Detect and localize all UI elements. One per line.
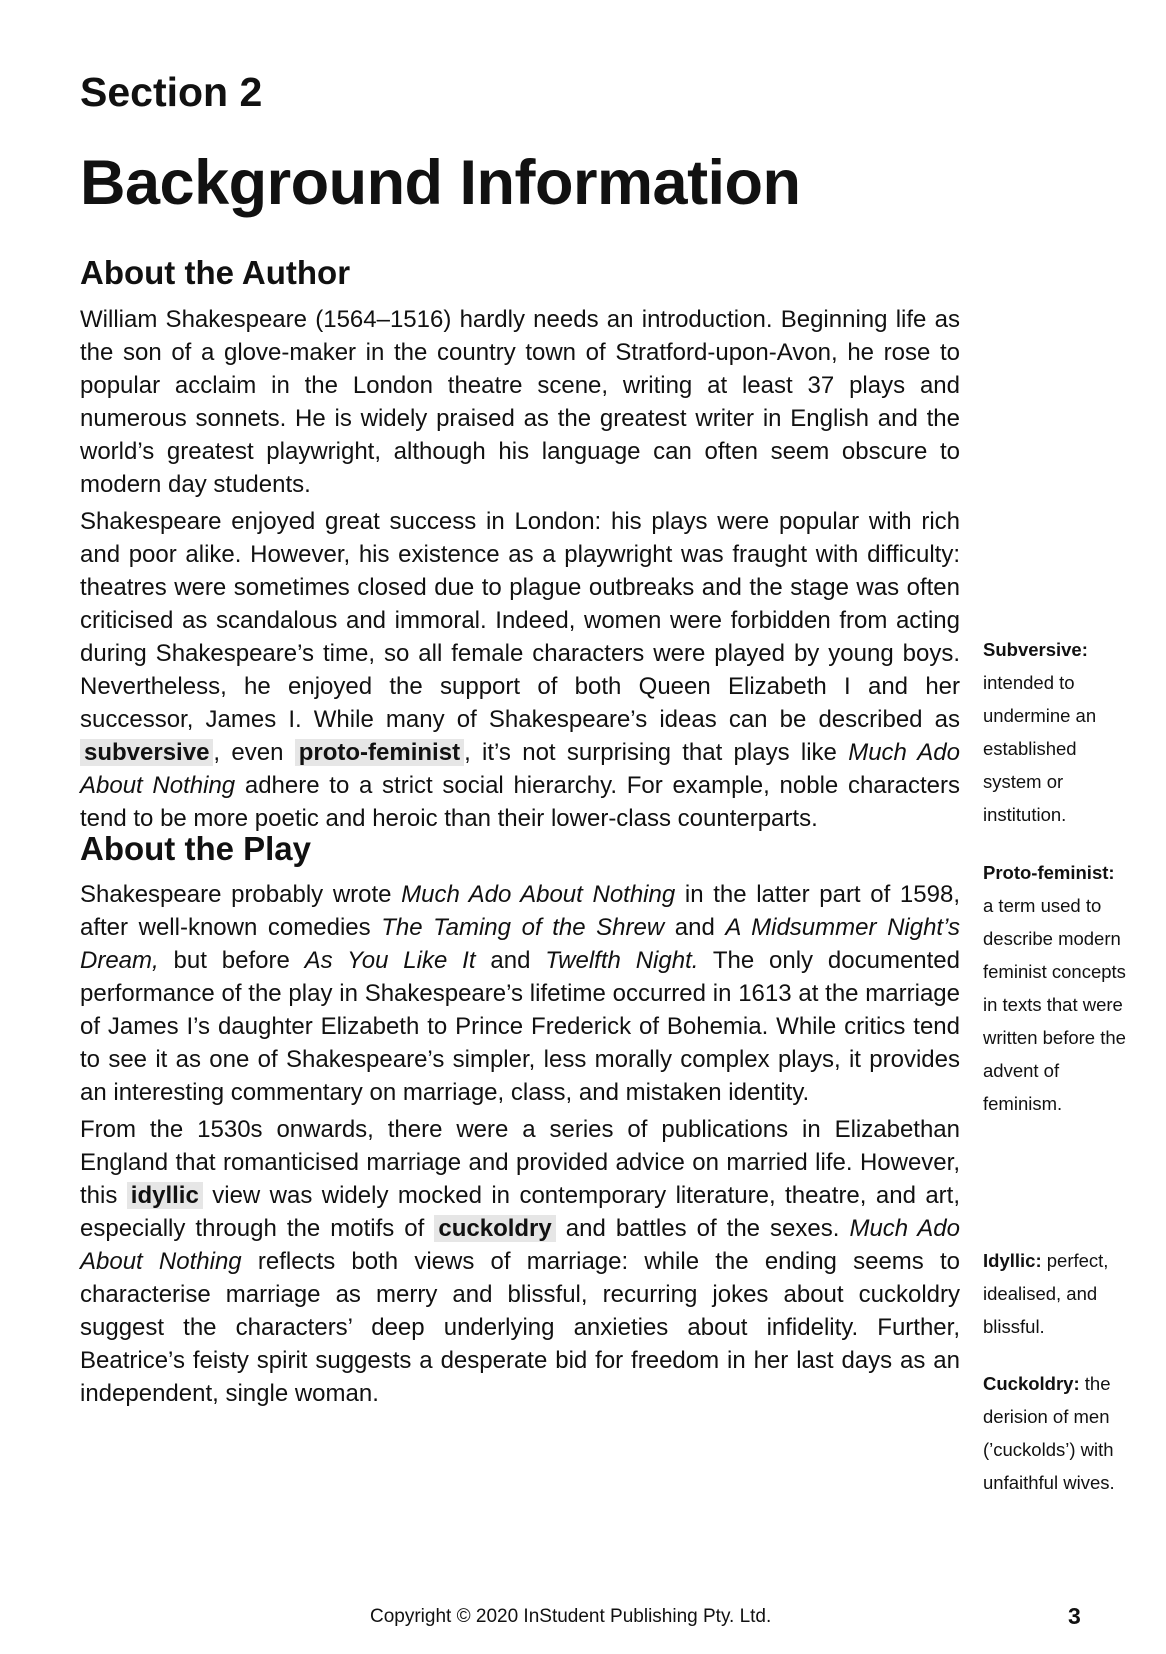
play-title: A Midsummer Night’s Dream, <box>80 914 960 974</box>
play-title: The Taming of the Shrew <box>381 914 665 941</box>
text: but before <box>158 947 305 974</box>
text: and <box>664 914 726 941</box>
glossary-proto-feminist <box>983 856 1133 1120</box>
play-title: Much Ado About Nothing <box>80 739 961 799</box>
text: Shakespeare enjoyed great success in London: his plays were popular with rich and poor alike. However, his existence as a playwright was fraught with difficulty: theatres were sometimes closed due to plague outbreaks and the stage was often criticised as scandalous and immoral. Indeed, women were forbidden from acting during Shakespeare’s time, so all female characters were played by young boys. Nevertheless, he enjoyed the support of both Queen Elizabeth I and her successor, James I. While many of Shakespeare’s ideas can be described as <box>80 508 960 733</box>
glossary-cuckoldry <box>983 1367 1133 1499</box>
glossary-definition: intended to undermine an established system or institution. <box>983 672 1097 825</box>
term-subversive: subversive <box>80 739 213 766</box>
text: From the 1530s onwards, there were a series of publications in Elizabethan England that romanticised marriage and provided advice on married life. However, this <box>80 1116 960 1209</box>
glossary-term: Proto-feminist: <box>983 862 1115 883</box>
term-cuckoldry: cuckoldry <box>434 1215 555 1242</box>
term-proto-feminist: proto-feminist <box>295 739 464 766</box>
page-number: 3 <box>1068 1603 1081 1629</box>
heading-about-author: About the Author <box>80 254 351 291</box>
play-title: Much Ado About Nothing <box>80 1215 961 1275</box>
play-title: Twelfth Night. <box>545 947 699 974</box>
glossary-term: Cuckoldry: <box>983 1373 1080 1394</box>
term-idyllic: idyllic <box>127 1182 203 1209</box>
glossary-term: Subversive: <box>983 639 1088 660</box>
glossary-idyllic <box>983 1244 1133 1343</box>
author-paragraph-1: William Shakespeare (1564–1516) hardly needs an introduction. Beginning life as the son of a glove-maker in the country town of Stratford-upon-Avon, he rose to popular acclaim in the London theatre scene, writing at least 37 plays and numerous sonnets. He is widely praised as the greatest writer in English and the world’s greatest playwright, although his language can often seem obscure to modern day students. <box>80 306 960 498</box>
text: adhere to a strict social hierarchy. For example, noble characters tend to be more poetic and heroic than their lower-class counterparts. <box>80 772 960 832</box>
glossary-term: Idyllic: <box>983 1250 1042 1271</box>
play-title: Much Ado About Nothing <box>401 881 676 908</box>
text: and battles of the sexes. <box>555 1215 850 1242</box>
glossary-definition: perfect, idealised, and blissful. <box>983 1250 1109 1337</box>
play-paragraph-1 <box>80 878 960 1109</box>
text: in the latter part of 1598, after well-known comedies <box>80 881 960 941</box>
text: view was widely mocked in contemporary literature, theatre, and art, especially through the motifs of <box>80 1182 961 1242</box>
heading-about-play: About the Play <box>80 830 312 867</box>
text: , it’s not surprising that plays like <box>464 739 849 766</box>
text: reflects both views of marriage: while the ending seems to characterise marriage as merry and blissful, recurring jokes about cuckoldry suggest the characters’ deep underlying anxieties about infidelity. Further, Beatrice’s feisty spirit suggests a desperate bid for freedom in her last days as an independent, single woman. <box>80 1248 961 1407</box>
text: and <box>475 947 546 974</box>
page-title: Background Information <box>80 148 801 218</box>
text: , even <box>213 739 295 766</box>
glossary-definition: the derision of men (’cuckolds’) with unfaithful wives. <box>983 1373 1115 1493</box>
play-paragraph-2 <box>80 1113 960 1410</box>
play-title: As You Like It <box>304 947 476 974</box>
section-label: Section 2 <box>80 69 263 115</box>
glossary-definition: a term used to describe modern feminist concepts in texts that were written before the advent of feminism. <box>983 895 1126 1114</box>
text: Shakespeare probably wrote <box>80 881 402 908</box>
footer-copyright: Copyright © 2020 InStudent Publishing Pty. Ltd. <box>370 1606 772 1627</box>
author-paragraph-2 <box>80 505 960 835</box>
glossary-subversive <box>983 633 1133 831</box>
text: The only documented performance of the play in Shakespeare’s lifetime occurred in 1613 at the marriage of James I’s daughter Elizabeth to Prince Frederick of Bohemia. While critics tend to see it as one of Shakespeare’s simpler, less morally complex plays, it provides an interesting commentary on marriage, class, and mistaken identity. <box>80 947 961 1106</box>
